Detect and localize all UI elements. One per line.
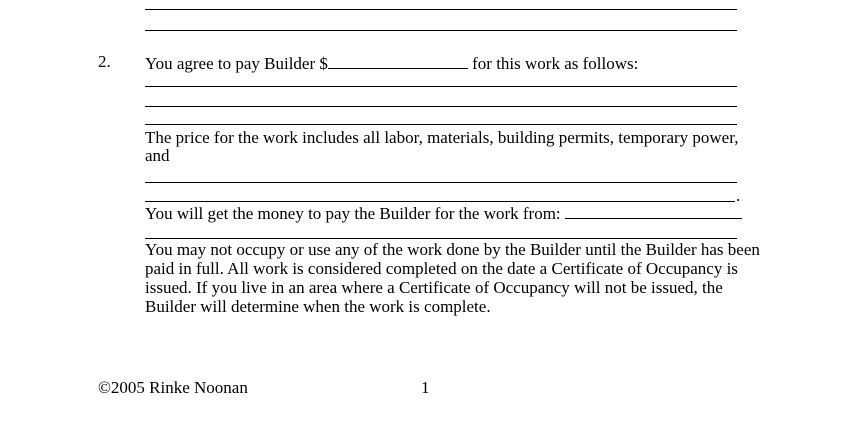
occupancy-line-1: You may not occupy or use any of the work done by the Builder until the Builder has been: [145, 240, 760, 259]
price-line-2: and: [145, 146, 170, 165]
terms-line-2[interactable]: [145, 106, 737, 107]
money-source-label: You will get the money to pay the Builder for the work from:: [145, 204, 561, 223]
pay-suffix: for this work as follows:: [472, 54, 639, 73]
money-source-sentence: [145, 202, 742, 224]
price-period: .: [736, 186, 741, 205]
price-blank-line-1[interactable]: [145, 182, 737, 183]
blank-line-top-2[interactable]: [145, 30, 737, 31]
blank-line-top-1[interactable]: [145, 9, 737, 10]
price-line-1: The price for the work includes all labor, materials, building permits, temporary power,: [145, 128, 739, 147]
money-source-line[interactable]: [145, 238, 737, 239]
occupancy-paragraph: [145, 240, 760, 316]
pay-sentence: [145, 52, 638, 74]
terms-line-3[interactable]: [145, 124, 737, 125]
terms-line-1[interactable]: [145, 86, 737, 87]
section-number: 2.: [98, 52, 111, 71]
pay-prefix: You agree to pay Builder $: [145, 54, 328, 73]
occupancy-line-2: paid in full. All work is considered completed on the date a Certificate of Occupancy is: [145, 259, 738, 278]
occupancy-line-4: Builder will determine when the work is complete.: [145, 297, 491, 316]
page-number: 1: [421, 378, 430, 397]
occupancy-line-3: issued. If you live in an area where a Certificate of Occupancy will not be issued, the: [145, 278, 723, 297]
money-source-field[interactable]: [565, 202, 742, 219]
copyright-text: ©2005 Rinke Noonan: [98, 378, 248, 397]
pay-amount-field[interactable]: [328, 52, 468, 69]
